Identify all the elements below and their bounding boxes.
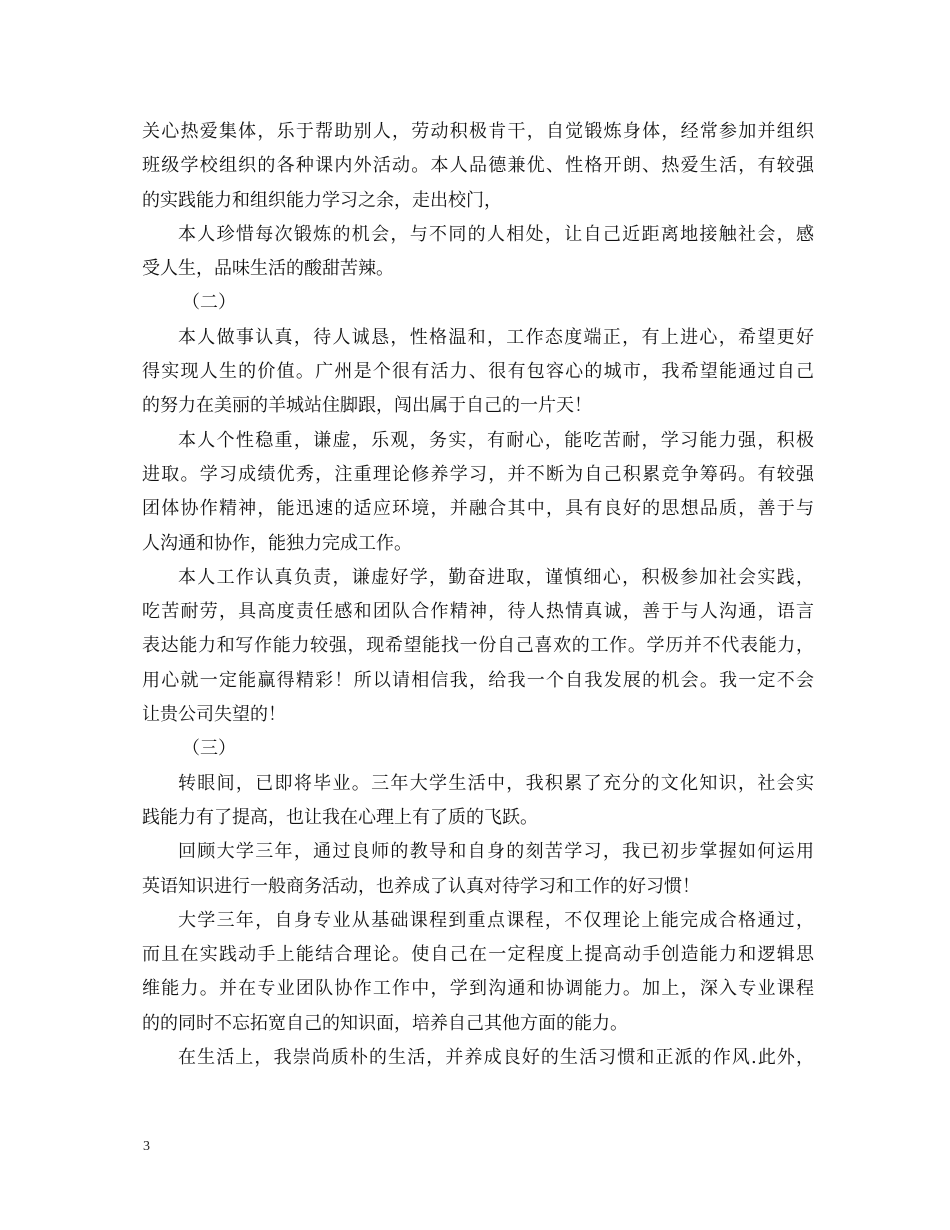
text-line: 的努力在美丽的羊城站住脚跟，闯出属于自己的一片天！: [142, 395, 592, 417]
text-line: 人沟通和协作，能独力完成工作。: [142, 532, 412, 554]
text-line: 关心热爱集体，乐于帮助别人，劳动积极肯干，自觉锻炼身体，经常参加并组织: [142, 121, 814, 142]
section-heading: （二）: [182, 292, 236, 314]
text-line: 践能力有了提高，也让我在心理上有了质的飞跃。: [142, 806, 538, 828]
text-line: 表达能力和写作能力较强，现希望能找一份自己喜欢的工作。学历并不代表能力，: [142, 635, 814, 657]
body-text: [142, 115, 814, 1075]
text-line: 的的同时不忘拓宽自己的知识面，培养自己其他方面的能力。: [142, 1012, 628, 1034]
text-line: 大学三年，自身专业从基础课程到重点课程，不仅理论上能完成合格通过，: [178, 909, 814, 931]
text-line: 受人生，品味生活的酸甜苦辣。: [142, 258, 394, 280]
text-line: 维能力。并在专业团队协作工作中，学到沟通和协调能力。加上，深入专业课程: [142, 978, 814, 1000]
text-line: 让贵公司失望的！: [142, 704, 286, 726]
text-line: 转眼间，已即将毕业。三年大学生活中，我积累了充分的文化知识，社会实: [178, 772, 814, 794]
text-line: 英语知识进行一般商务活动，也养成了认真对待学习和工作的好习惯！: [142, 875, 700, 897]
text-line: 班级学校组织的各种课内外活动。本人品德兼优、性格开朗、热爱生活，有较强: [142, 155, 814, 177]
text-line: 本人做事认真，待人诚恳，性格温和，工作态度端正，有上进心，希望更好: [178, 326, 814, 348]
text-line: 在生活上，我崇尚质朴的生活，并养成良好的生活习惯和正派的作风.此外，: [178, 1047, 814, 1069]
page-number: 3: [143, 1139, 150, 1154]
text-line: 本人工作认真负责，谦虚好学，勤奋进取，谨慎细心，积极参加社会实践，: [178, 566, 814, 588]
text-line: 团体协作精神，能迅速的适应环境，并融合其中，具有良好的思想品质，善于与: [142, 498, 814, 520]
text-line: 用心就一定能赢得精彩！所以请相信我，给我一个自我发展的机会。我一定不会: [142, 669, 814, 691]
text-line: 进取。学习成绩优秀，注重理论修养学习，并不断为自己积累竞争筹码。有较强: [142, 463, 814, 485]
text-line: 的实践能力和组织能力学习之余，走出校门，: [142, 189, 502, 211]
text-line: 本人个性稳重，谦虚，乐观，务实，有耐心，能吃苦耐，学习能力强，积极: [178, 429, 814, 451]
section-heading: （三）: [182, 738, 236, 760]
text-line: 本人珍惜每次锻炼的机会，与不同的人相处，让自己近距离地接触社会，感: [178, 223, 814, 245]
text-line: 吃苦耐劳，具高度责任感和团队合作精神，待人热情真诚，善于与人沟通，语言: [142, 601, 814, 623]
text-line: 回顾大学三年，通过良师的教导和自身的刻苦学习，我已初步掌握如何运用: [178, 841, 814, 863]
text-line: 而且在实践动手上能结合理论。使自己在一定程度上提高动手创造能力和逻辑思: [142, 944, 814, 966]
text-line: 得实现人生的价值。广州是个很有活力、很有包容心的城市，我希望能通过自己: [142, 361, 814, 383]
